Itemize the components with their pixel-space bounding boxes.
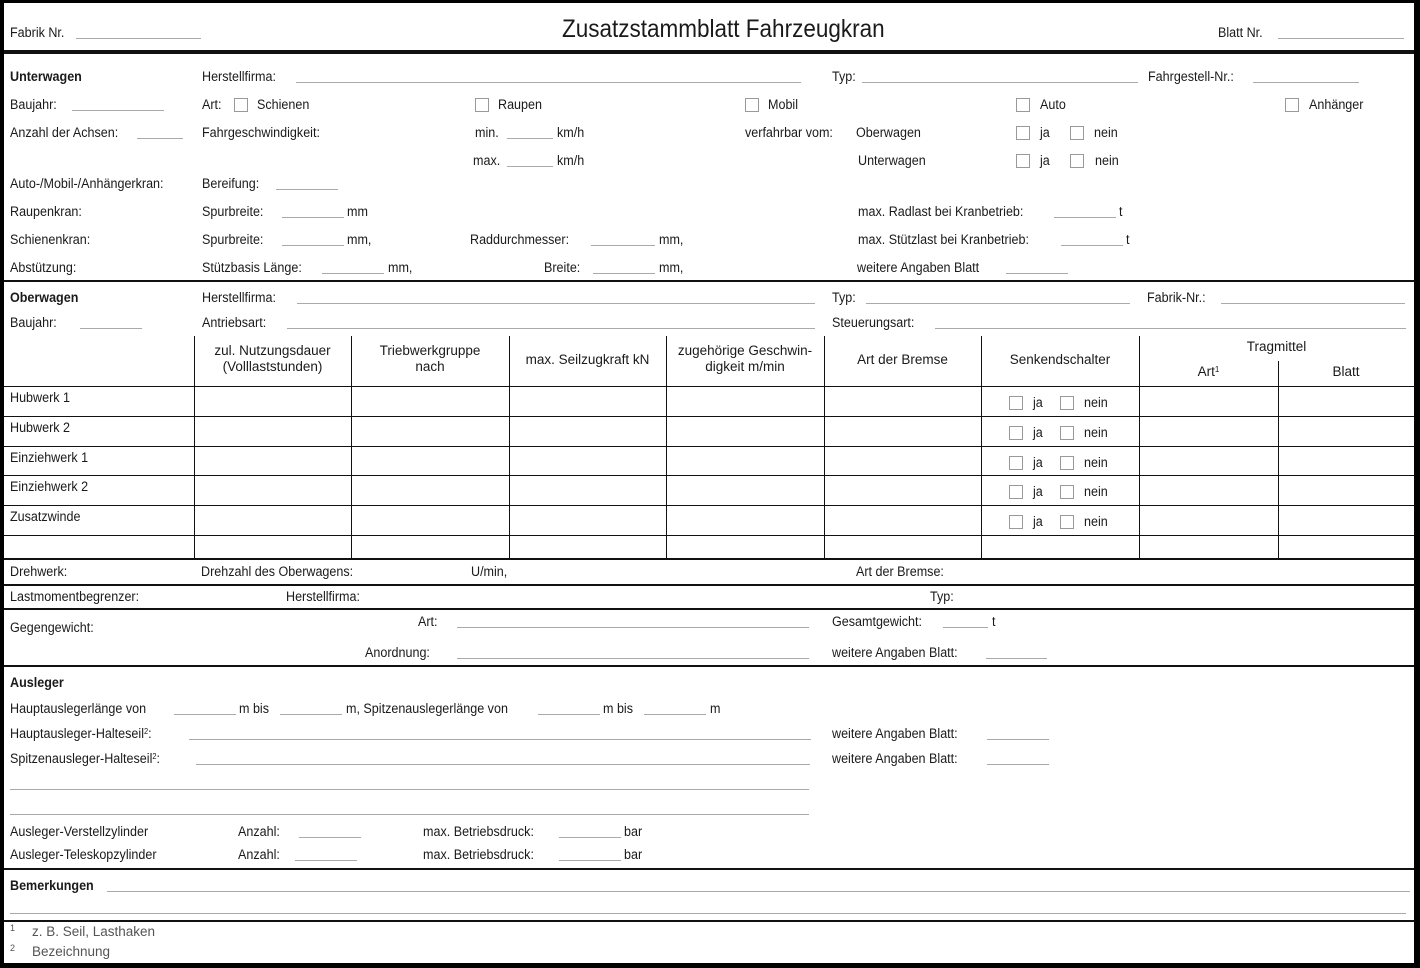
gesamtgewicht-field[interactable] [943, 627, 988, 628]
lastmoment-herstellfirma-label: Herstellfirma: [286, 589, 360, 604]
verstell-anzahl-label: Anzahl: [238, 824, 280, 839]
table-cell[interactable] [826, 477, 979, 503]
header-divider [4, 50, 1414, 54]
checkbox-unterwagen-ja[interactable] [1016, 154, 1030, 168]
table-col-divider [1278, 361, 1279, 559]
header-line: zul. Nutzungsdauer [214, 343, 331, 358]
drehwerk-label: Drehwerk: [10, 564, 68, 579]
auto-label: Auto [1040, 97, 1066, 112]
table-cell[interactable] [826, 448, 979, 474]
radlast-label: max. Radlast bei Kranbetrieb: [858, 204, 1024, 219]
haupt-halteseil-label [10, 726, 152, 742]
senkendschalter-ja-label: ja [1033, 454, 1043, 470]
senkendschalter-nein-label: nein [1084, 484, 1108, 500]
kmh-max-unit: km/h [557, 153, 585, 168]
footnote-ref-2: 2 [152, 752, 157, 761]
checkbox-senkendschalter-nein[interactable] [1060, 456, 1074, 470]
table-row-divider [4, 535, 1414, 536]
uw-herstellfirma-field[interactable] [296, 82, 801, 83]
table-cell[interactable] [668, 448, 822, 474]
table-cell[interactable] [196, 477, 349, 503]
col-header-bremse [824, 352, 981, 368]
table-cell[interactable] [353, 448, 507, 474]
table-cell[interactable] [1141, 418, 1276, 444]
raupen-spurbreite-field[interactable] [282, 217, 344, 218]
footnote-ref-2: 2 [143, 727, 149, 736]
stuetzbasis-laenge-unit: mm, [388, 260, 413, 275]
radlast-unit: t [1119, 204, 1123, 219]
hauptlaenge-bis-field[interactable] [280, 714, 342, 715]
table-cell[interactable] [1141, 477, 1276, 503]
blatt-nr-field[interactable] [1278, 38, 1404, 39]
oberwagen-title: Oberwagen [10, 290, 79, 305]
drehwerk-divider [4, 584, 1414, 586]
abstuetzung-label: Abstützung: [10, 260, 77, 275]
fahrgestell-nr-label: Fahrgestell-Nr.: [1148, 69, 1234, 84]
footnote-2-number: 2 [10, 943, 16, 953]
table-cell[interactable] [1141, 448, 1276, 474]
fahrgeschwindigkeit-label: Fahrgeschwindigkeit: [202, 125, 320, 140]
teleskop-druck-label: max. Betriebsdruck: [423, 847, 534, 862]
raupen-spurbreite-label: Spurbreite: [202, 204, 264, 219]
checkbox-auto[interactable] [1016, 98, 1030, 112]
antriebsart-label: Antriebsart: [202, 315, 267, 330]
m-bis-label: m bis [239, 701, 270, 716]
checkbox-senkendschalter-ja[interactable] [1009, 396, 1023, 410]
table-cell[interactable] [826, 388, 979, 414]
table-cell[interactable] [196, 418, 349, 444]
unterwagen-nein-label: nein [1095, 153, 1119, 168]
raddurchmesser-label: Raddurchmesser: [470, 232, 570, 247]
schienenkran-label: Schienenkran: [10, 232, 91, 247]
senkendschalter-nein-label: nein [1084, 424, 1108, 440]
col-header-triebwerkgruppe-text [351, 343, 509, 375]
min-label: min. [475, 125, 499, 140]
table-row-label: Hubwerk 1 [10, 390, 71, 405]
col-header-geschwindigkeit-text [666, 343, 824, 375]
breite-field[interactable] [593, 273, 655, 274]
bereifung-field[interactable] [276, 189, 338, 190]
header-line: max. Seilzugkraft kN [525, 352, 650, 367]
checkbox-oberwagen-ja[interactable] [1016, 126, 1030, 140]
ow-typ-field[interactable] [866, 303, 1130, 304]
col-header-bremse-text [824, 352, 981, 368]
table-col-divider [824, 336, 825, 559]
checkbox-mobil[interactable] [745, 98, 759, 112]
senkendschalter-ja-label: ja [1033, 484, 1043, 500]
table-cell[interactable] [511, 388, 664, 414]
col-header-tragmittel-art [1139, 364, 1278, 380]
stuetzbasis-laenge-label: Stützbasis Länge: [202, 260, 302, 275]
table-row-divider [4, 475, 1414, 476]
table-col-divider [509, 336, 510, 559]
col-header-triebwerkgruppe [351, 343, 509, 375]
spitzen-halteseil-text: Spitzenausleger-Halteseil [10, 751, 153, 766]
mobil-label: Mobil [768, 97, 799, 112]
anordnung-field[interactable] [457, 658, 809, 659]
antriebsart-field[interactable] [287, 328, 815, 329]
table-row-label: Einziehwerk 1 [10, 449, 89, 465]
breite-unit: mm, [659, 260, 684, 275]
verfahrbar-oberwagen-label: Oberwagen [856, 125, 921, 140]
uw-typ-field[interactable] [862, 82, 1138, 83]
anordnung-label: Anordnung: [365, 645, 430, 660]
senkendschalter-nein-label: nein [1084, 454, 1108, 470]
uw-herstellfirma-label: Herstellfirma: [202, 69, 276, 84]
form-page [4, 3, 1414, 963]
teleskop-anzahl-label: Anzahl: [238, 847, 280, 862]
table-cell[interactable] [511, 477, 664, 503]
table-cell[interactable] [1280, 388, 1412, 414]
bemerkungen-label: Bemerkungen [10, 878, 94, 893]
senkendschalter-ja-label: ja [1033, 514, 1043, 530]
verfahrbar-unterwagen-label: Unterwagen [858, 153, 926, 168]
ausleger-extra-line-2[interactable] [10, 814, 809, 815]
col-header-tragmittel-blatt: Blatt [1332, 364, 1360, 379]
table-cell[interactable] [1141, 507, 1276, 533]
table-row-label: Einziehwerk 2 [10, 479, 89, 495]
ow-herstellfirma-field[interactable] [297, 303, 815, 304]
gegengewicht-label: Gegengewicht: [10, 620, 94, 635]
uw-baujahr-label: Baujahr: [10, 97, 57, 112]
steuerungsart-label: Steuerungsart: [832, 315, 915, 330]
fahrgestell-nr-field[interactable] [1253, 82, 1359, 83]
fabrik-nr-field[interactable] [76, 38, 201, 39]
steuerungsart-field[interactable] [935, 328, 1406, 329]
min-speed-field[interactable] [507, 138, 553, 139]
schienen-spurbreite-label: Spurbreite: [202, 232, 264, 247]
table-cell[interactable] [668, 388, 822, 414]
senkendschalter-ja-label: ja [1033, 395, 1043, 410]
footnote-ref-1: 1 [1214, 365, 1220, 374]
table-cell[interactable] [353, 388, 507, 414]
stuetzlast-label: max. Stützlast bei Kranbetrieb: [858, 232, 1029, 247]
table-col-divider [981, 336, 982, 559]
tragmittel-art-text: Art [1197, 364, 1215, 379]
lastmoment-typ-label: Typ: [930, 589, 954, 604]
raupenkran-label: Raupenkran: [10, 204, 82, 219]
table-cell[interactable] [668, 418, 822, 444]
ow-fabrik-nr-field[interactable] [1221, 303, 1405, 304]
gg-weitere-angaben-field[interactable] [986, 658, 1047, 659]
oberwagen-nein-label: nein [1094, 125, 1118, 140]
checkbox-senkendschalter-nein[interactable] [1060, 515, 1074, 529]
footnote-1-text: z. B. Seil, Lasthaken [32, 924, 156, 939]
checkbox-senkendschalter-ja[interactable] [1009, 485, 1023, 499]
col-header-tragmittel: Tragmittel [1246, 339, 1307, 354]
table-cell[interactable] [353, 477, 507, 503]
table-cell[interactable] [511, 448, 664, 474]
footnote-2-text: Bezeichnung [32, 944, 111, 959]
spitzenlaenge-bis-field[interactable] [644, 714, 706, 715]
spitzen-weitere-angaben-field[interactable] [987, 764, 1049, 765]
haupt-weitere-angaben-field[interactable] [987, 739, 1049, 740]
checkbox-unterwagen-nein[interactable] [1070, 154, 1084, 168]
m-unit: m [710, 701, 721, 716]
table-cell[interactable] [353, 507, 507, 533]
table-bottom-divider [4, 558, 1414, 560]
teleskopzylinder-label: Ausleger-Teleskopzylinder [10, 847, 157, 862]
ausleger-extra-line-1[interactable] [10, 789, 809, 790]
drehzahl-label: Drehzahl des Oberwagens: [201, 564, 354, 579]
gesamtgewicht-unit: t [992, 614, 996, 629]
hauptlaenge-von-field[interactable] [174, 714, 236, 715]
checkbox-senkendschalter-nein[interactable] [1060, 485, 1074, 499]
teleskop-druck-unit: bar [624, 847, 643, 862]
table-cell[interactable] [668, 477, 822, 503]
checkbox-schienen[interactable] [234, 98, 248, 112]
teleskop-druck-field[interactable] [559, 860, 621, 861]
ow-fabrik-nr-label: Fabrik-Nr.: [1147, 290, 1206, 305]
table-cell[interactable] [1141, 388, 1276, 414]
checkbox-senkendschalter-nein[interactable] [1060, 426, 1074, 440]
table-cell[interactable] [668, 507, 822, 533]
stuetzlast-unit: t [1126, 232, 1130, 247]
senkendschalter-nein-label: nein [1084, 514, 1108, 530]
table-row-label: Zusatzwinde [10, 509, 81, 525]
auto-mobil-label: Auto-/Mobil-/Anhängerkran: [10, 176, 164, 191]
uw-baujahr-field[interactable] [72, 110, 164, 111]
table-cell[interactable] [826, 418, 979, 444]
table-row-divider [4, 505, 1414, 506]
unterwagen-title: Unterwagen [10, 69, 82, 84]
uw-typ-label: Typ: [832, 69, 856, 84]
hauptlaenge-label: Hauptauslegerlänge von [10, 701, 147, 716]
drehwerk-bremse-label: Art der Bremse: [856, 564, 944, 579]
m-bis2-label: m bis [603, 701, 634, 716]
checkbox-anhaenger[interactable] [1285, 98, 1299, 112]
senkendschalter-ja-label: ja [1033, 424, 1043, 440]
uw-weitere-angaben-field[interactable] [1006, 273, 1068, 274]
table-cell[interactable] [196, 507, 349, 533]
ausleger-title: Ausleger [10, 675, 64, 690]
ow-typ-label: Typ: [832, 290, 856, 305]
spitzenlaenge-von-field[interactable] [538, 714, 600, 715]
schienen-spurbreite-unit: mm, [347, 232, 372, 247]
stuetzbasis-laenge-field[interactable] [322, 273, 384, 274]
teleskop-anzahl-field[interactable] [295, 860, 357, 861]
raupen-label: Raupen [498, 97, 542, 112]
checkbox-senkendschalter-nein[interactable] [1060, 396, 1074, 410]
haupt-halteseil-text: Hauptausleger-Halteseil [10, 726, 144, 741]
gesamtgewicht-label: Gesamtgewicht: [832, 614, 923, 629]
gegengewicht-art-field[interactable] [457, 627, 809, 628]
header-line: zugehörige Geschwin- [677, 343, 813, 358]
page-title: Zusatzstammblatt Fahrzeugkran [562, 15, 885, 43]
spitzen-weitere-angaben-label: weitere Angaben Blatt: [832, 751, 958, 766]
haupt-halteseil-field[interactable] [189, 739, 811, 740]
lastmoment-label: Lastmomentbegrenzer: [10, 589, 140, 604]
blatt-nr-label: Blatt Nr. [1218, 25, 1263, 40]
schienen-label: Schienen [257, 97, 310, 112]
gegengewicht-art-label: Art: [418, 614, 438, 629]
table-cell[interactable] [511, 507, 664, 533]
table-row-label: Hubwerk 2 [10, 419, 71, 435]
col-header-seilzugkraft [509, 352, 666, 368]
lastmoment-divider [4, 608, 1414, 610]
verstellzylinder-label: Ausleger-Verstellzylinder [10, 824, 149, 839]
table-cell[interactable] [353, 418, 507, 444]
header-line: (Volllaststunden) [222, 359, 323, 374]
header-line: Art der Bremse [857, 352, 948, 367]
oberwagen-ja-label: ja [1040, 125, 1050, 140]
fabrik-nr-label: Fabrik Nr. [10, 25, 65, 40]
uw-weitere-angaben-label: weitere Angaben Blatt [857, 260, 980, 275]
gg-weitere-angaben-label: weitere Angaben Blatt: [832, 645, 958, 660]
breite-label: Breite: [544, 260, 581, 275]
verstell-druck-unit: bar [624, 824, 643, 839]
header-line: digkeit m/min [705, 359, 785, 374]
spitzenlaenge-label: m, Spitzenauslegerlänge von [346, 701, 508, 716]
verfahrbar-label: verfahrbar vom: [745, 125, 833, 140]
raddurchmesser-field[interactable] [591, 245, 655, 246]
stuetzlast-field[interactable] [1061, 245, 1123, 246]
unterwagen-ja-label: ja [1040, 153, 1050, 168]
ow-baujahr-label: Baujahr: [10, 315, 57, 330]
table-cell[interactable] [511, 418, 664, 444]
spitzen-halteseil-field[interactable] [196, 764, 810, 765]
header-line: Senkendschalter [1009, 352, 1111, 367]
checkbox-senkendschalter-ja[interactable] [1009, 515, 1023, 529]
umin-unit: U/min, [471, 564, 508, 579]
col-header-nutzungsdauer [194, 343, 351, 375]
spitzen-halteseil-colon: : [156, 751, 161, 766]
checkbox-senkendschalter-ja[interactable] [1009, 456, 1023, 470]
bemerkungen-divider [4, 920, 1414, 922]
bemerkungen-line-1[interactable] [107, 891, 1410, 892]
anzahl-achsen-label: Anzahl der Achsen: [10, 125, 119, 140]
gegengewicht-divider [4, 665, 1414, 667]
col-header-nutzungsdauer-text [194, 343, 351, 375]
senkendschalter-nein-label: nein [1084, 395, 1108, 410]
checkbox-senkendschalter-ja[interactable] [1009, 426, 1023, 440]
bemerkungen-line-2[interactable] [10, 913, 1406, 914]
table-row-divider [4, 446, 1414, 447]
table-row-divider [4, 416, 1414, 417]
table-cell[interactable] [1280, 418, 1412, 444]
table-cell[interactable] [196, 448, 349, 474]
col-header-seilzugkraft-text [509, 352, 666, 368]
verstell-druck-label: max. Betriebsdruck: [423, 824, 534, 839]
anzahl-achsen-field[interactable] [137, 138, 183, 139]
table-row-divider [4, 386, 1414, 387]
ow-baujahr-field[interactable] [80, 328, 142, 329]
col-header-senkendschalter [981, 352, 1139, 368]
art-label: Art: [202, 97, 222, 112]
ausleger-divider [4, 868, 1414, 870]
radlast-field[interactable] [1054, 217, 1116, 218]
raddurchmesser-unit: mm, [659, 232, 684, 247]
footnote-1-number: 1 [10, 923, 16, 933]
table-cell[interactable] [196, 388, 349, 414]
col-header-senkendschalter-text [981, 352, 1139, 368]
table-cell[interactable] [1280, 448, 1412, 474]
haupt-halteseil-colon: : [148, 726, 152, 741]
header-line: Triebwerkgruppe [379, 343, 481, 358]
spitzen-halteseil-label [10, 751, 160, 767]
header-line: nach [415, 359, 445, 374]
table-cell[interactable] [1280, 477, 1412, 503]
max-speed-field[interactable] [507, 166, 553, 167]
kmh-min-unit: km/h [557, 125, 585, 140]
schienen-spurbreite-field[interactable] [282, 245, 344, 246]
col-header-geschwindigkeit [666, 343, 824, 375]
table-cell[interactable] [1280, 507, 1412, 533]
table-cell[interactable] [826, 507, 979, 533]
anhaenger-label: Anhänger [1309, 97, 1364, 112]
bereifung-label: Bereifung: [202, 176, 260, 191]
checkbox-raupen[interactable] [475, 98, 489, 112]
ow-herstellfirma-label: Herstellfirma: [202, 290, 276, 305]
verstell-druck-field[interactable] [559, 837, 621, 838]
checkbox-oberwagen-nein[interactable] [1070, 126, 1084, 140]
raupen-spurbreite-unit: mm [347, 204, 368, 219]
haupt-weitere-angaben-label: weitere Angaben Blatt: [832, 726, 958, 741]
unterwagen-divider [4, 280, 1414, 282]
verstell-anzahl-field[interactable] [299, 837, 361, 838]
max-label: max. [473, 153, 501, 168]
